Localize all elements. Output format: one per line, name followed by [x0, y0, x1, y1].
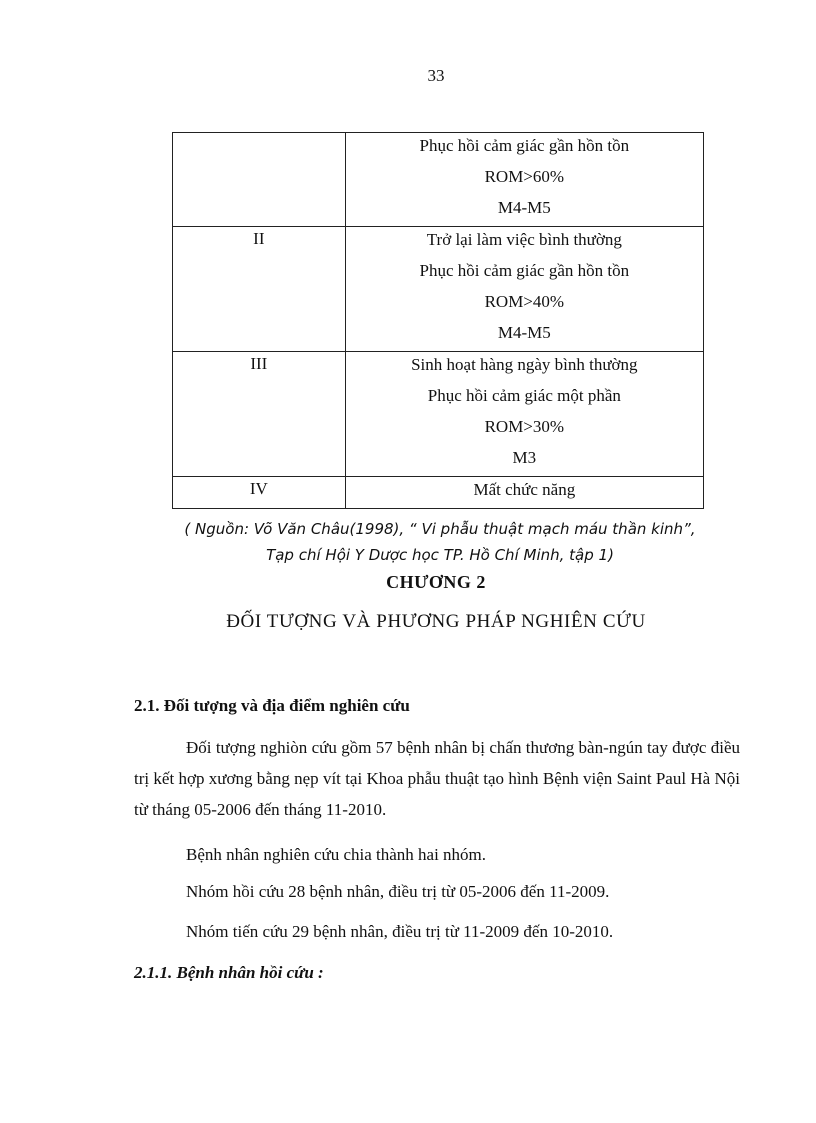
section-text-line: Bệnh nhân nghiên cứu chia thành hai nhóm.	[186, 845, 487, 864]
section-heading-2-1: 2.1. Đối tượng và địa điểm nghiên cứu	[134, 696, 410, 715]
criteria-line: ROM>30%	[484, 417, 565, 436]
criteria-line: ROM>60%	[484, 167, 565, 186]
criteria-line: M4-M5	[497, 198, 551, 217]
section-paragraph: Đối tượng nghiòn cứu gồm 57 bệnh nhân bị chấn thương bàn-ngún tay được điều trị kết hợp xương bằng nẹp vít tại Khoa phẫu thuật tạo hình Bệnh viện Saint Paul Hà Nội từ tháng 05-2006 đến tháng 11-2010.	[134, 738, 740, 819]
criteria-cell	[345, 352, 703, 477]
criteria-line: Phục hồi cảm giác gần hồn tồn	[419, 136, 630, 155]
criteria-line: M3	[512, 448, 537, 467]
criteria-line: Phục hồi cảm giác một phần	[427, 386, 621, 405]
chapter-label: CHƯƠNG 2	[386, 572, 486, 592]
criteria-line: M4-M5	[497, 323, 551, 342]
grade-cell: III	[173, 352, 346, 477]
section-heading-2-1-1: 2.1.1. Bệnh nhân hồi cứu :	[134, 963, 324, 982]
chapter-title: ĐỐI TƯỢNG VÀ PHƯƠNG PHÁP NGHIÊN CỨU	[226, 611, 646, 632]
section-text-line: Nhóm tiến cứu 29 bệnh nhân, điều trị từ 11-2009 đến 10-2010.	[186, 922, 614, 941]
table-row	[173, 477, 704, 509]
page-number: 33	[427, 66, 445, 85]
criteria-line: Mất chức năng	[473, 480, 576, 499]
criteria-cell	[345, 227, 703, 352]
criteria-line: ROM>40%	[484, 292, 565, 311]
table-row	[173, 227, 704, 352]
section-text-line: Nhóm hồi cứu 28 bệnh nhân, điều trị từ 05-2006 đến 11-2009.	[186, 882, 610, 901]
criteria-line: Sinh hoạt hàng ngày bình thường	[411, 355, 638, 374]
grade-cell: IV	[173, 477, 346, 509]
criteria-cell	[345, 477, 703, 509]
source-line-1: ( Nguồn: Võ Văn Châu(1998), “ Vi phẫu thuật mạch máu thần kinh”,	[184, 520, 696, 538]
outcome-grade-table	[172, 132, 704, 509]
criteria-line: Trở lại làm việc bình thường	[426, 230, 622, 249]
criteria-line: Phục hồi cảm giác gần hồn tồn	[419, 261, 630, 280]
criteria-cell	[345, 133, 703, 227]
grade-cell: II	[173, 227, 346, 352]
table-row	[173, 133, 704, 227]
source-line-2: Tạp chí Hội Y Dược học TP. Hồ Chí Minh, tập 1)	[266, 546, 614, 564]
table-row	[173, 352, 704, 477]
grade-cell	[173, 133, 346, 227]
table-source-citation	[160, 516, 720, 568]
